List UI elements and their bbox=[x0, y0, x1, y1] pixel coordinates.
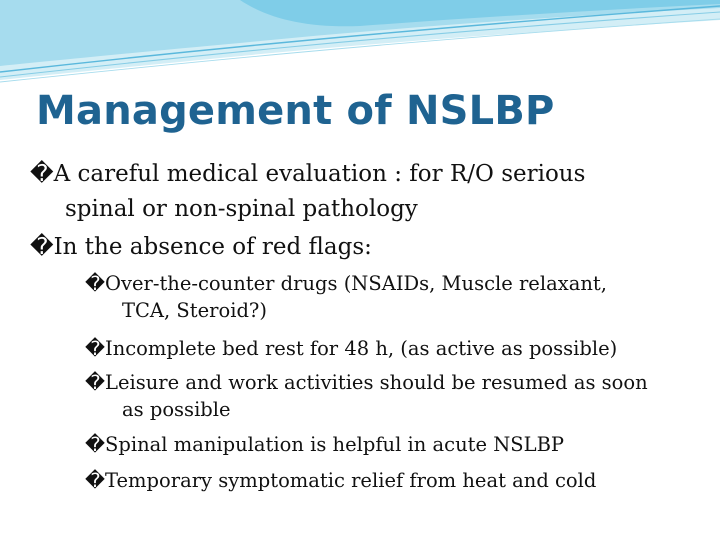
bullet-marker: � bbox=[85, 272, 105, 295]
bullet-line bbox=[30, 234, 372, 260]
bullet-marker: � bbox=[30, 161, 54, 187]
sub-bullet-line bbox=[122, 398, 231, 421]
sub-bullet-line bbox=[85, 337, 617, 360]
bullet-line bbox=[65, 196, 418, 222]
bullet-text: spinal or non-spinal pathology bbox=[65, 196, 418, 222]
bullet-marker: � bbox=[85, 433, 105, 456]
bullet-text: Incomplete bed rest for 48 h, (as active as possible) bbox=[105, 337, 618, 360]
bullet-marker: � bbox=[30, 234, 54, 260]
sub-bullet-line bbox=[85, 272, 607, 295]
bullet-text: Spinal manipulation is helpful in acute NSLBP bbox=[105, 433, 565, 456]
bullet-marker: � bbox=[85, 337, 105, 360]
sub-bullet-line bbox=[85, 371, 648, 394]
bullet-marker: � bbox=[85, 469, 105, 492]
decorative-wave-banner bbox=[0, 0, 720, 90]
sub-bullet-line bbox=[85, 433, 564, 456]
bullet-text: Over-the-counter drugs (NSAIDs, Muscle relaxant, bbox=[105, 272, 607, 295]
slide-title: Management of NSLBP bbox=[36, 88, 555, 134]
bullet-marker: � bbox=[85, 371, 105, 394]
bullet-text: In the absence of red flags: bbox=[53, 234, 372, 260]
sub-bullet-line bbox=[85, 469, 596, 492]
bullet-text: as possible bbox=[122, 398, 231, 421]
bullet-text: Leisure and work activities should be resumed as soon bbox=[105, 371, 648, 394]
bullet-text: Temporary symptomatic relief from heat and cold bbox=[105, 469, 597, 492]
sub-bullet-line bbox=[122, 299, 267, 322]
bullet-line bbox=[30, 161, 585, 187]
bullet-text: A careful medical evaluation : for R/O serious bbox=[53, 161, 586, 187]
bullet-text: TCA, Steroid?) bbox=[122, 299, 267, 322]
